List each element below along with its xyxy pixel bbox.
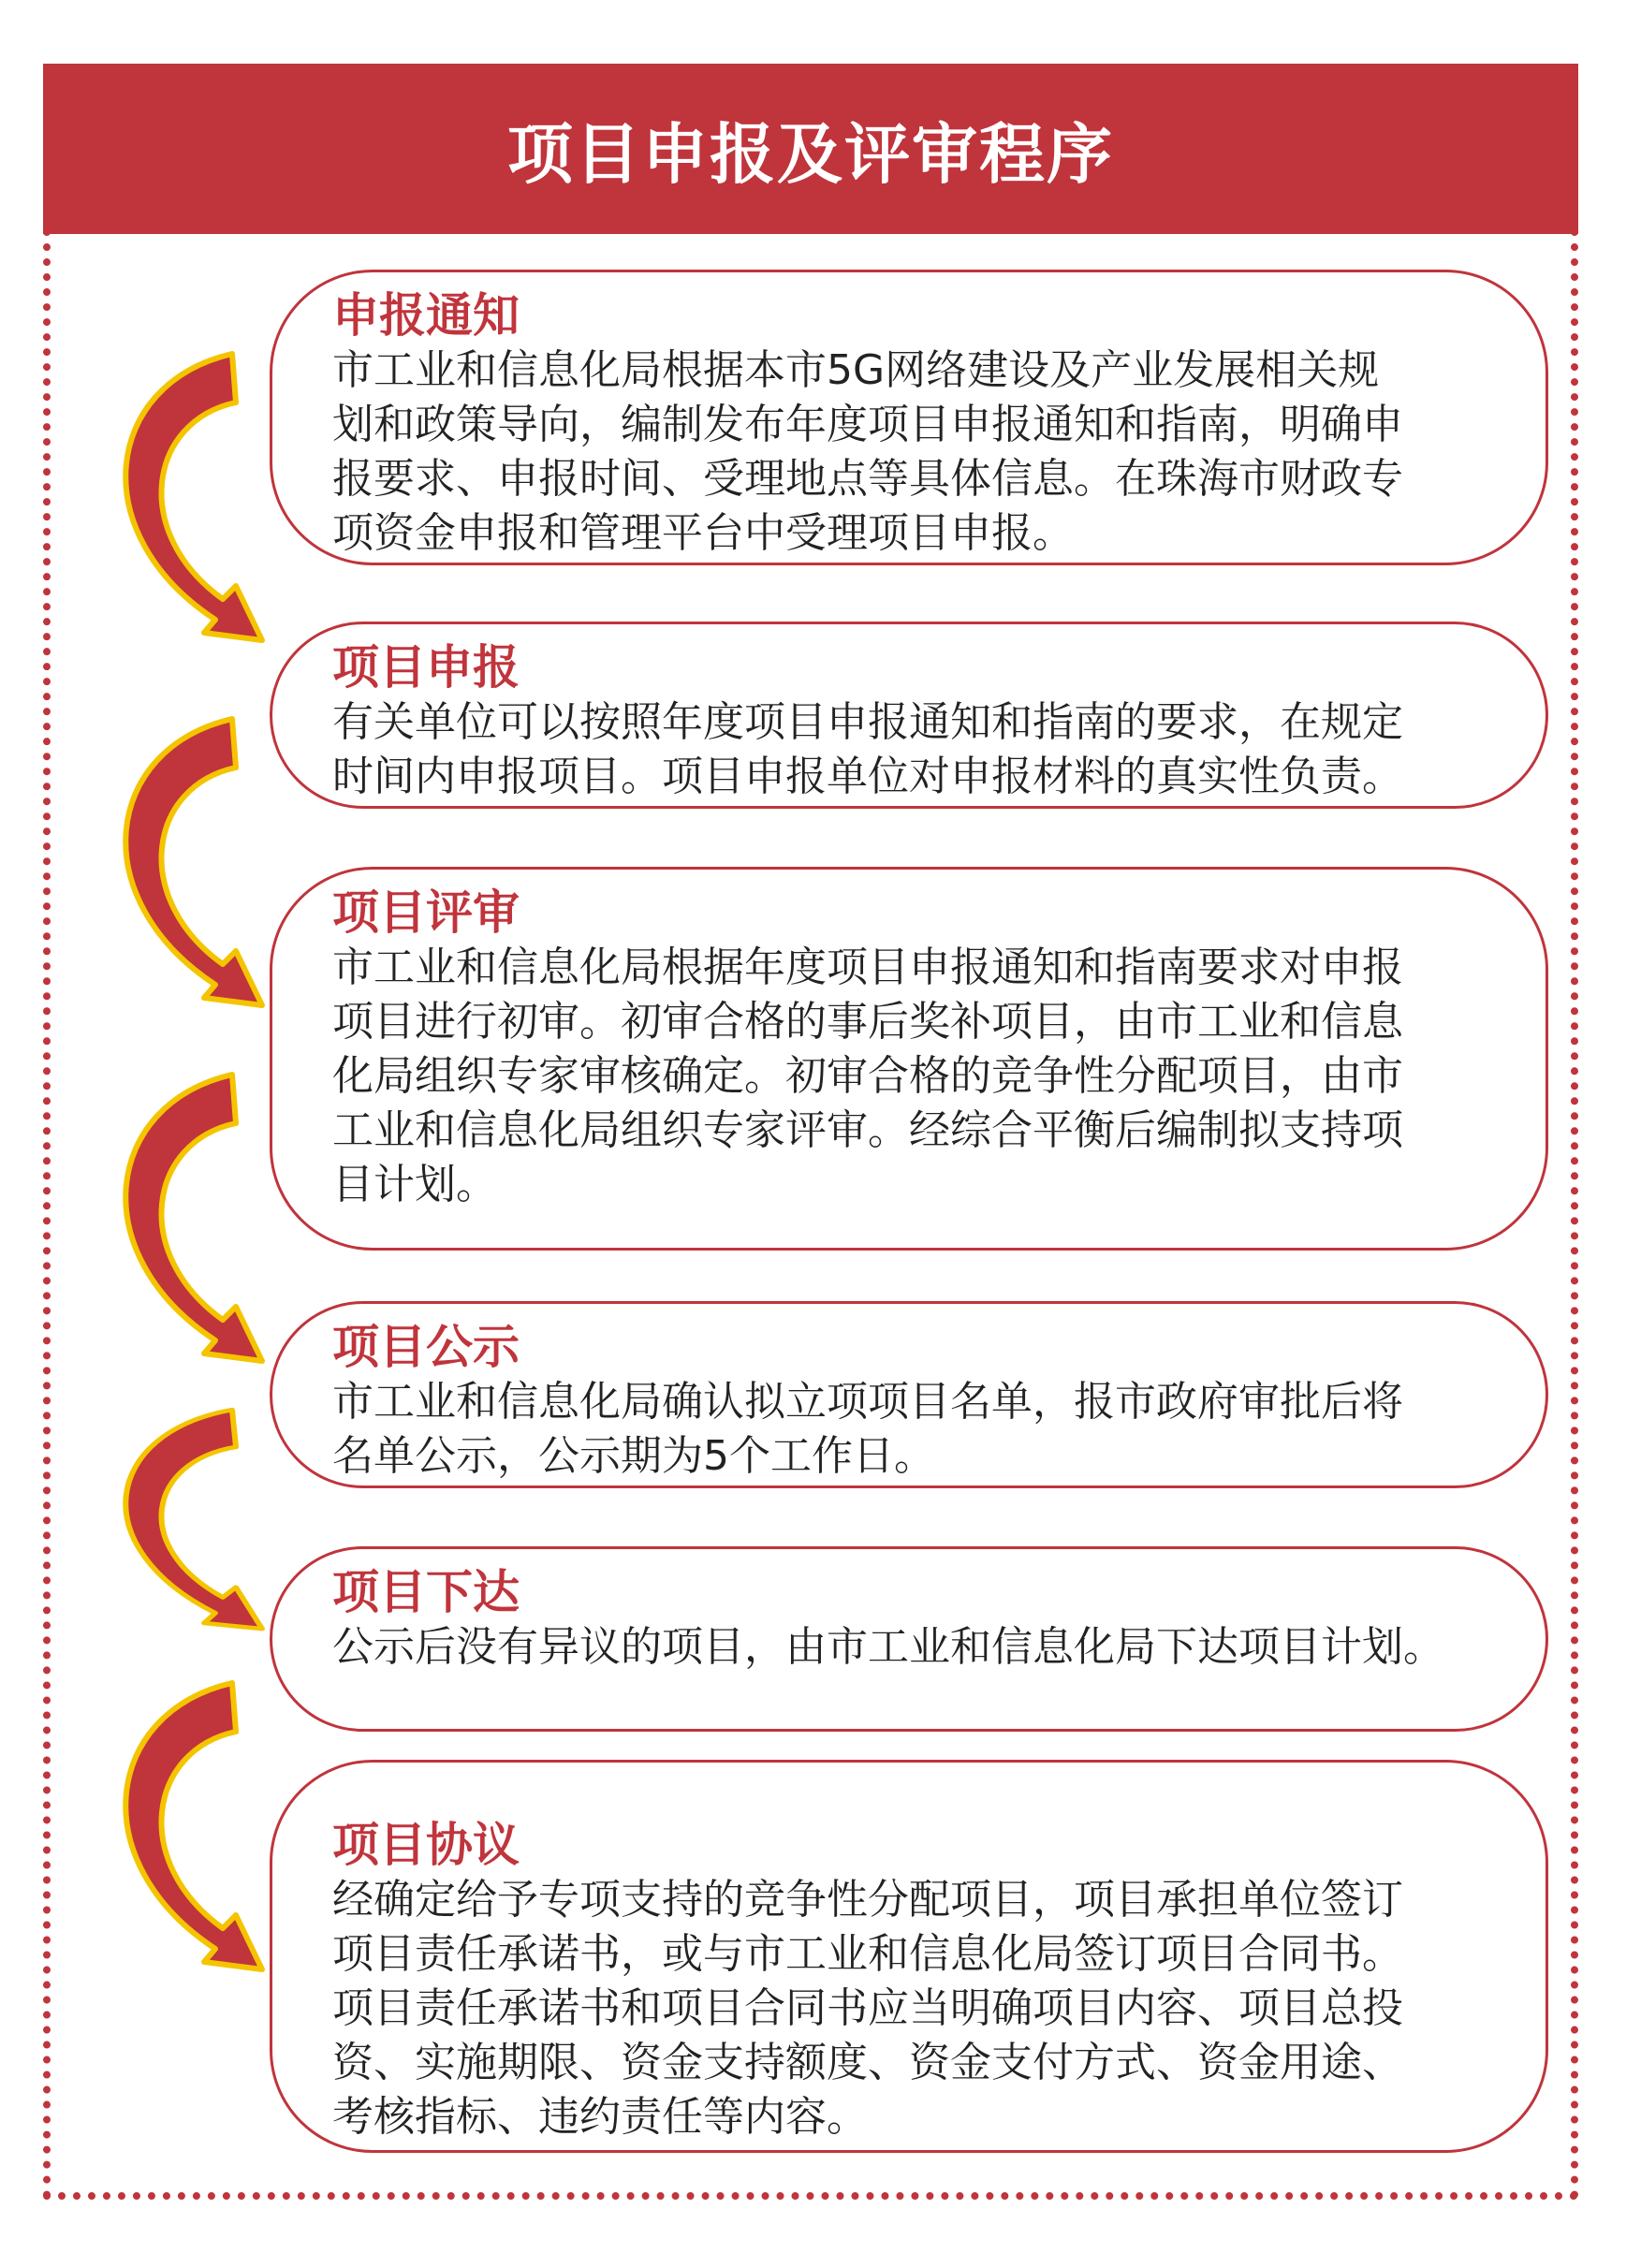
curved-arrow-icon <box>75 1404 262 1647</box>
step-text-line: 有关单位可以按照年度项目申报通知和指南的要求，在规定 <box>332 698 1403 746</box>
step-text-line: 资、实施期限、资金支持额度、资金支付方式、资金用途、 <box>332 2039 1403 2086</box>
step-text-line: 公示后没有异议的项目，由市工业和信息化局下达项目计划。 <box>332 1623 1444 1671</box>
step-heading: 项目申报 <box>332 640 520 695</box>
curved-arrow-icon <box>75 346 262 665</box>
curved-arrow-icon <box>75 1067 262 1385</box>
page-title: 项目申报及评审程序 <box>507 115 1114 193</box>
step-text-line: 经确定给予专项支持的竞争性分配项目，项目承担单位签订 <box>332 1876 1403 1924</box>
step-card-publicity <box>270 1301 1548 1488</box>
step-text-line: 划和政策导向，编制发布年度项目申报通知和指南，明确申 <box>332 401 1403 448</box>
title-banner <box>43 64 1578 234</box>
step-text-line: 工业和信息化局组织专家评审。经综合平衡后编制拟支持项 <box>332 1106 1403 1154</box>
step-text-line: 考核指标、违约责任等内容。 <box>332 2093 868 2141</box>
step-text-line: 市工业和信息化局确认拟立项项目名单，报市政府审批后将 <box>332 1378 1403 1426</box>
step-heading: 申报通知 <box>332 288 520 343</box>
step-text-line: 市工业和信息化局根据年度项目申报通知和指南要求对申报 <box>332 944 1403 991</box>
step-text-line: 项资金申报和管理平台中受理项目申报。 <box>332 509 1074 557</box>
step-card-agreement <box>270 1760 1548 2153</box>
step-heading: 项目下达 <box>332 1565 520 1619</box>
step-text-line: 报要求、申报时间、受理地点等具体信息。在珠海市财政专 <box>332 455 1403 503</box>
step-heading: 项目评审 <box>332 885 520 940</box>
step-card-review <box>270 867 1548 1251</box>
step-text-line: 名单公示，公示期为5个工作日。 <box>332 1432 935 1480</box>
step-text-line: 市工业和信息化局根据本市5G网络建设及产业发展相关规 <box>332 346 1380 394</box>
curved-arrow-icon <box>75 711 262 1030</box>
step-heading: 项目公示 <box>332 1320 520 1374</box>
step-text-line: 目计划。 <box>332 1161 497 1208</box>
step-heading: 项目协议 <box>332 1818 520 1872</box>
step-card-notice <box>270 270 1548 565</box>
step-text-line: 时间内申报项目。项目申报单位对申报材料的真实性负责。 <box>332 753 1403 800</box>
step-text-line: 化局组织专家审核确定。初审合格的竞争性分配项目，由市 <box>332 1052 1403 1100</box>
step-text-line: 项目进行初审。初审合格的事后奖补项目，由市工业和信息 <box>332 998 1403 1046</box>
step-text-line: 项目责任承诺书和项目合同书应当明确项目内容、项目总投 <box>332 1984 1403 2032</box>
step-card-issuance <box>270 1546 1548 1732</box>
step-text-line: 项目责任承诺书，或与市工业和信息化局签订项目合同书。 <box>332 1930 1403 1978</box>
curved-arrow-icon <box>75 1675 262 1994</box>
step-card-application <box>270 622 1548 809</box>
